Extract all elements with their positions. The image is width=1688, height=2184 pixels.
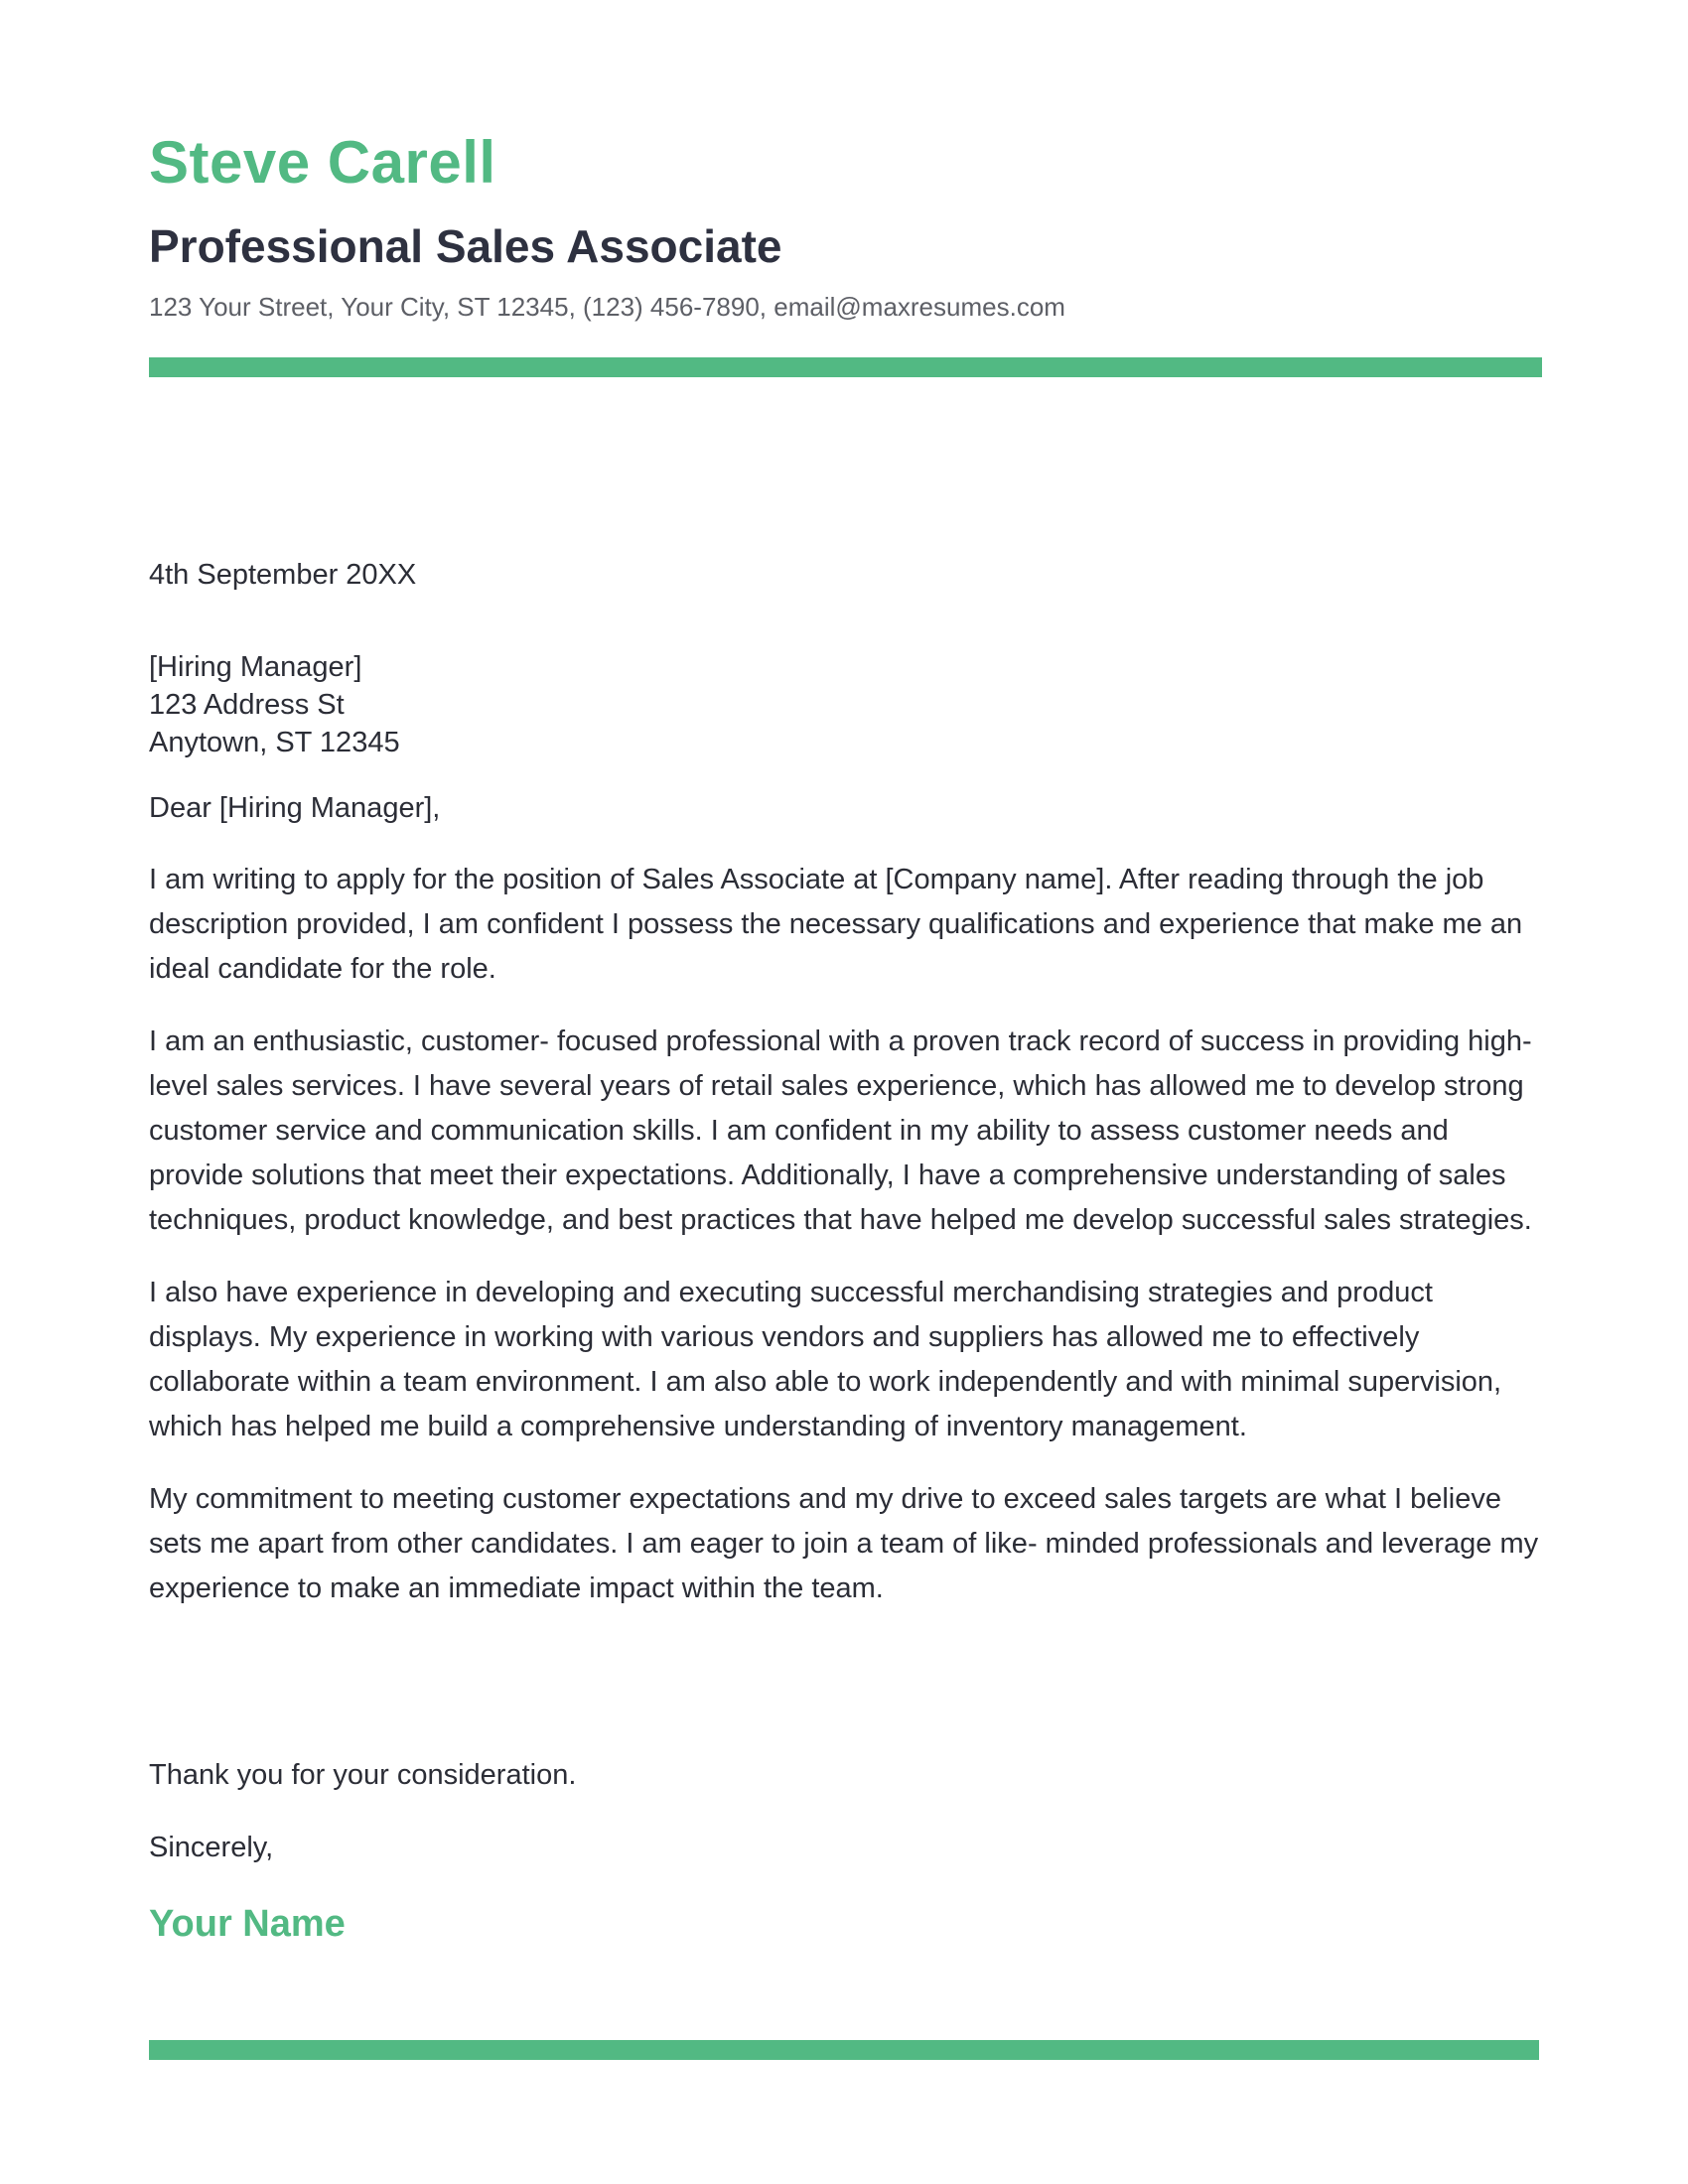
letter-date: 4th September 20XX bbox=[149, 559, 417, 591]
greeting: Dear [Hiring Manager], bbox=[149, 792, 441, 824]
recipient-name: [Hiring Manager] bbox=[149, 651, 362, 683]
body-paragraph: I also have experience in developing and executing successful merchandising strategies and product displays. My experience in working with various vendors and suppliers has allowed me to effectively collaborate within a team environment. I am also able to work independently and with minimal supervision, which has helped me build a comprehensive understanding of inventory management. bbox=[149, 1277, 1502, 1442]
thank-you-line: Thank you for your consideration. bbox=[149, 1759, 577, 1791]
body-paragraph: I am writing to apply for the position of Sales Associate at [Company name]. After reading through the job description provided, I am confident I possess the necessary qualifications and experience that make me an ideal candidate for the role. bbox=[149, 864, 1523, 985]
recipient-city: Anytown, ST 12345 bbox=[149, 727, 400, 758]
contact-info: 123 Your Street, Your City, ST 12345, (123) 456-7890, email@maxresumes.com bbox=[149, 292, 1065, 322]
footer-divider bbox=[149, 2040, 1539, 2060]
closing: Sincerely, bbox=[149, 1832, 274, 1863]
cover-letter-page bbox=[149, 0, 1539, 2184]
body-paragraph: I am an enthusiastic, customer- focused professional with a proven track record of success in providing high- level sales services. I have several years of retail sales experience, which has allowed me to develop strong customer service and communication skills. I am confident in my ability to assess customer needs and provide solutions that meet their expectations. Additionally, I have a comprehensive understanding of sales techniques, product knowledge, and best practices that have helped me develop successful sales strategies. bbox=[149, 1025, 1532, 1236]
signature-name: Your Name bbox=[149, 1903, 346, 1945]
letter-body bbox=[149, 858, 1549, 1639]
applicant-name: Steve Carell bbox=[149, 129, 496, 196]
recipient-street: 123 Address St bbox=[149, 689, 345, 721]
body-paragraph: My commitment to meeting customer expectations and my drive to exceed sales targets are what I believe sets me apart from other candidates. I am eager to join a team of like- minded professionals and leverage my experience to make an immediate impact within the team. bbox=[149, 1483, 1539, 1604]
recipient-address bbox=[149, 648, 400, 761]
job-title: Professional Sales Associate bbox=[149, 220, 782, 272]
header-divider bbox=[149, 357, 1542, 377]
